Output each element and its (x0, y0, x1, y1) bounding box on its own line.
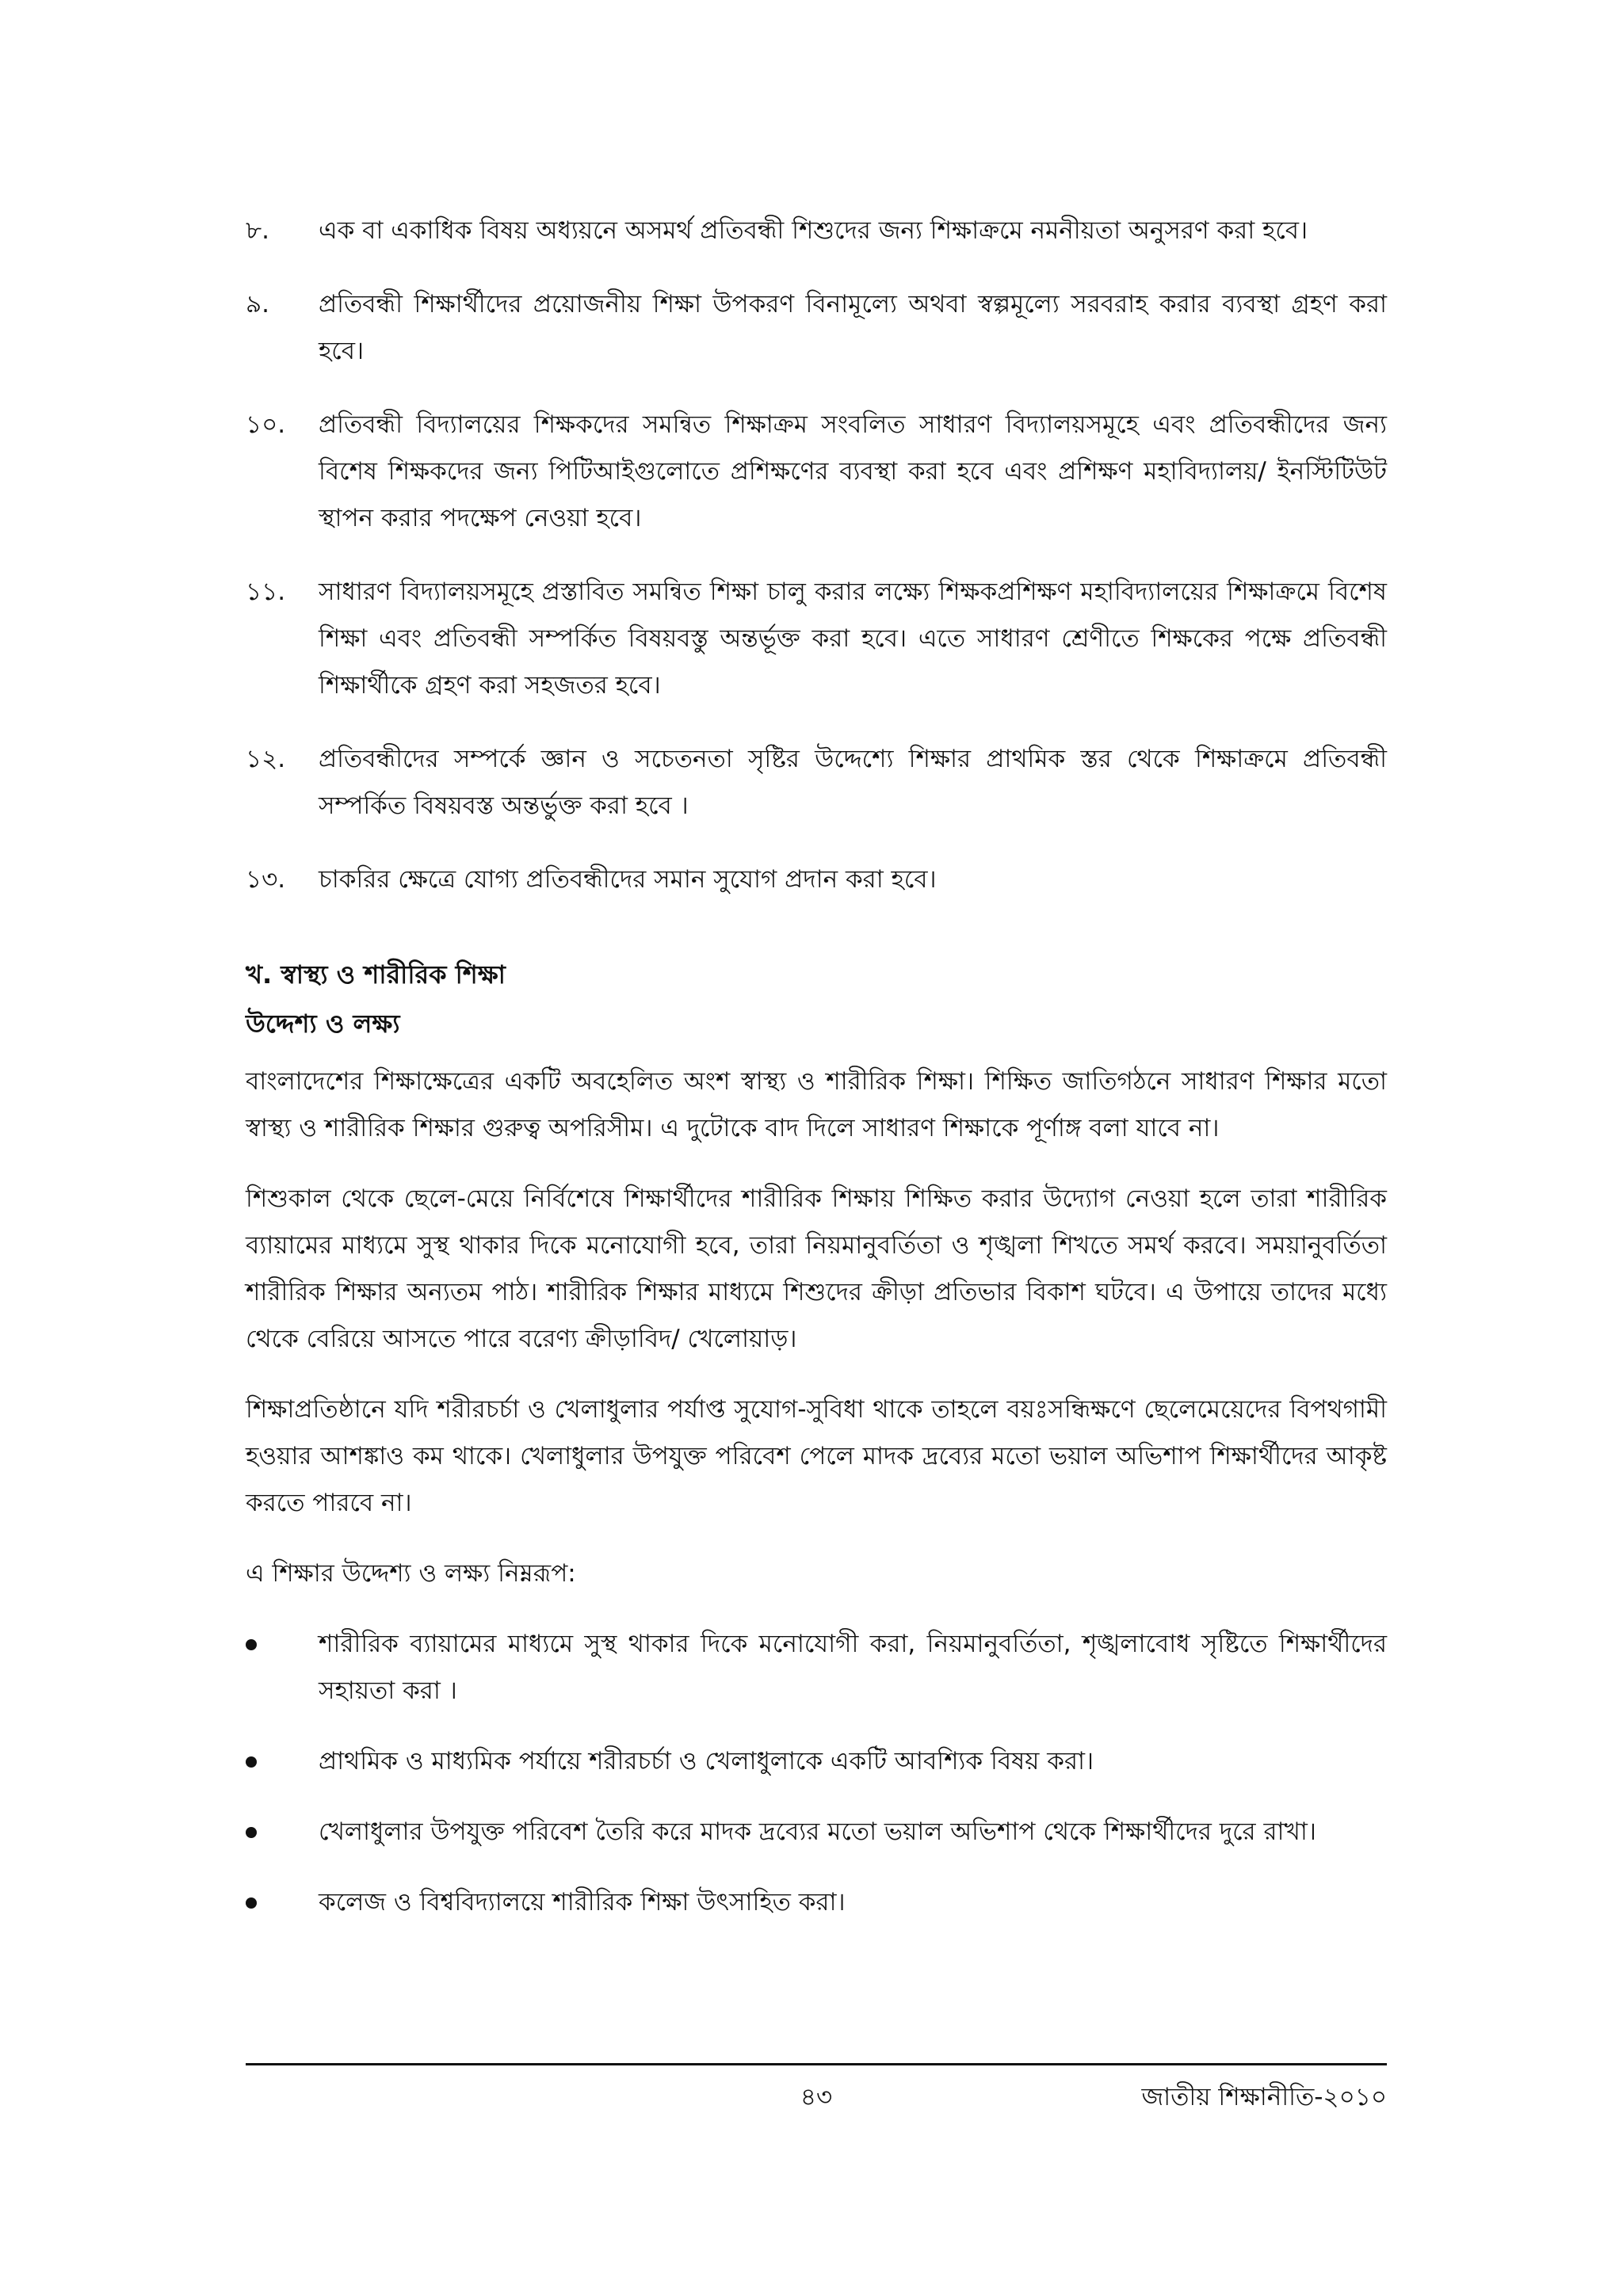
list-item-number: ১২. (246, 745, 286, 773)
bullet-text: কলেজ ও বিশ্ববিদ্যালয়ে শারীরিক শিক্ষা উৎসাহিত করা। (319, 1888, 846, 1917)
paragraph: শিক্ষাপ্রতিষ্ঠানে যদি শরীরচর্চা ও খেলাধুলার পর্যাপ্ত সুযোগ-সুবিধা থাকে তাহলে বয়ঃসন্ধিক্ষণে ছেলেমেয়েদের বিপথগামী হওয়ার আশঙ্কাও কম থাকে। খেলাধুলার উপযুক্ত পরিবেশ পেলে মাদক দ্রব্যের মতো ভয়াল অভিশাপ শিক্ষার্থীদের আকৃষ্ট করতে পারবে না। (246, 1395, 1387, 1517)
bullet-text: প্রাথমিক ও মাধ্যমিক পর্যায়ে শরীরচর্চা ও খেলাধুলাকে একটি আবশ্যিক বিষয় করা। (319, 1747, 1094, 1775)
footer-title: জাতীয় শিক্ষানীতি-২০১০ (1141, 2083, 1387, 2111)
list-item-number: ১০. (246, 410, 286, 439)
bullet-item (246, 1809, 1387, 1855)
list-item-text: এক বা একাধিক বিষয় অধ্যয়নে অসমর্থ প্রতিবন্ধী শিশুদের জন্য শিক্ষাক্রমে নমনীয়তা অনুসরণ করা হবে। (319, 216, 1308, 245)
list-item (246, 402, 1387, 542)
list-item-text: প্রতিবন্ধী শিক্ষার্থীদের প্রয়োজনীয় শিক্ষা উপকরণ বিনামূল্যে অথবা স্বল্পমূল্যে সরবরাহ করার ব্যবস্থা গ্রহণ করা হবে। (319, 290, 1387, 365)
list-item-text: প্রতিবন্ধী বিদ্যালয়ের শিক্ষকদের সমন্বিত শিক্ষাক্রম সংবলিত সাধারণ বিদ্যালয়সমূহে এবং প্রতিবন্ধীদের জন্য বিশেষ শিক্ষকদের জন্য পিটিআইগুলোতে প্রশিক্ষণের ব্যবস্থা করা হবে এবং প্রশিক্ষণ মহাবিদ্যালয়/ ইনস্টিটিউট স্থাপন করার পদক্ষেপ নেওয়া হবে। (319, 410, 1387, 532)
list-item (246, 569, 1387, 709)
bullet-dot-icon (246, 1827, 257, 1838)
list-item-text: প্রতিবন্ধীদের সম্পর্কে জ্ঞান ও সচেতনতা সৃষ্টির উদ্দেশ্যে শিক্ষার প্রাথমিক স্তর থেকে শিক্ষাক্রমে প্রতিবন্ধী সম্পর্কিত বিষয়বস্ত অন্তর্ভুক্ত করা হবে । (319, 745, 1387, 820)
list-item (246, 208, 1387, 254)
bullet-dot-icon (246, 1897, 257, 1909)
sub-heading: উদ্দেশ্য ও লক্ষ্য (246, 1009, 400, 1039)
bullet-item (246, 1879, 1387, 1926)
list-item-text: সাধারণ বিদ্যালয়সমূহে প্রস্তাবিত সমন্বিত শিক্ষা চালু করার লক্ষ্যে শিক্ষকপ্রশিক্ষণ মহাবিদ্যালয়ের শিক্ষাক্রমে বিশেষ শিক্ষা এবং প্রতিবন্ধী সম্পর্কিত বিষয়বস্তু অন্তর্ভূক্ত করা হবে। এতে সাধারণ শ্রেণীতে শিক্ষকের পক্ষে প্রতিবন্ধী শিক্ষার্থীকে গ্রহণ করা সহজতর হবে। (319, 578, 1387, 700)
paragraph: এ শিক্ষার উদ্দেশ্য ও লক্ষ্য নিম্নরূপ: (246, 1559, 576, 1588)
list-item (246, 281, 1387, 375)
bullet-item (246, 1621, 1387, 1714)
bullet-text: শারীরিক ব্যায়ামের মাধ্যমে সুস্থ থাকার দিকে মনোযোগী করা, নিয়মানুবর্তিতা, শৃঙ্খলাবোধ সৃষ্টিতে শিক্ষার্থীদের সহায়তা করা । (319, 1630, 1387, 1705)
section-heading: খ. স্বাস্থ্য ও শারীরিক শিক্ষা (246, 959, 506, 990)
bullet-dot-icon (246, 1639, 257, 1650)
list-item-number: ৯. (246, 290, 269, 318)
list-item-number: ১১. (246, 578, 286, 606)
list-item (246, 856, 1387, 903)
bullet-text: খেলাধুলার উপযুক্ত পরিবেশ তৈরি করে মাদক দ্রব্যের মতো ভয়াল অভিশাপ থেকে শিক্ষার্থীদের দুরে রাখা। (319, 1817, 1316, 1846)
page-number: ৪৩ (800, 2083, 833, 2111)
paragraph: বাংলাদেশের শিক্ষাক্ষেত্রের একটি অবহেলিত অংশ স্বাস্থ্য ও শারীরিক শিক্ষা। শিক্ষিত জাতিগঠনে সাধারণ শিক্ষার মতো স্বাস্থ্য ও শারীরিক শিক্ষার গুরুত্ব অপরিসীম। এ দুটোকে বাদ দিলে সাধারণ শিক্ষাকে পূর্ণাঙ্গ বলা যাবে না। (246, 1067, 1387, 1142)
bullet-item (246, 1738, 1387, 1785)
list-item-number: ৮. (246, 216, 269, 245)
paragraph: শিশুকাল থেকে ছেলে-মেয়ে নির্বিশেষে শিক্ষার্থীদের শারীরিক শিক্ষায় শিক্ষিত করার উদ্যোগ নেওয়া হলে তারা শারীরিক ব্যায়ামের মাধ্যমে সুস্থ থাকার দিকে মনোযোগী হবে, তারা নিয়মানুবর্তিতা ও শৃঙ্খলা শিখতে সমর্থ করবে। সময়ানুবর্তিতা শারীরিক শিক্ষার অন্যতম পাঠ। শারীরিক শিক্ষার মাধ্যমে শিশুদের ক্রীড়া প্রতিভার বিকাশ ঘটবে। এ উপায়ে তাদের মধ্যে থেকে বেরিয়ে আসতে পারে বরেণ্য ক্রীড়াবিদ/ খেলোয়াড়। (246, 1184, 1387, 1353)
list-item-number: ১৩. (246, 865, 286, 894)
document-page (246, 208, 1387, 1950)
footer-divider (246, 2063, 1387, 2065)
list-item (246, 736, 1387, 830)
bullet-list (246, 1621, 1387, 1926)
list-item-text: চাকরির ক্ষেত্রে যোগ্য প্রতিবন্ধীদের সমান সুযোগ প্রদান করা হবে। (319, 865, 937, 894)
numbered-list (246, 208, 1387, 903)
bullet-dot-icon (246, 1756, 257, 1768)
